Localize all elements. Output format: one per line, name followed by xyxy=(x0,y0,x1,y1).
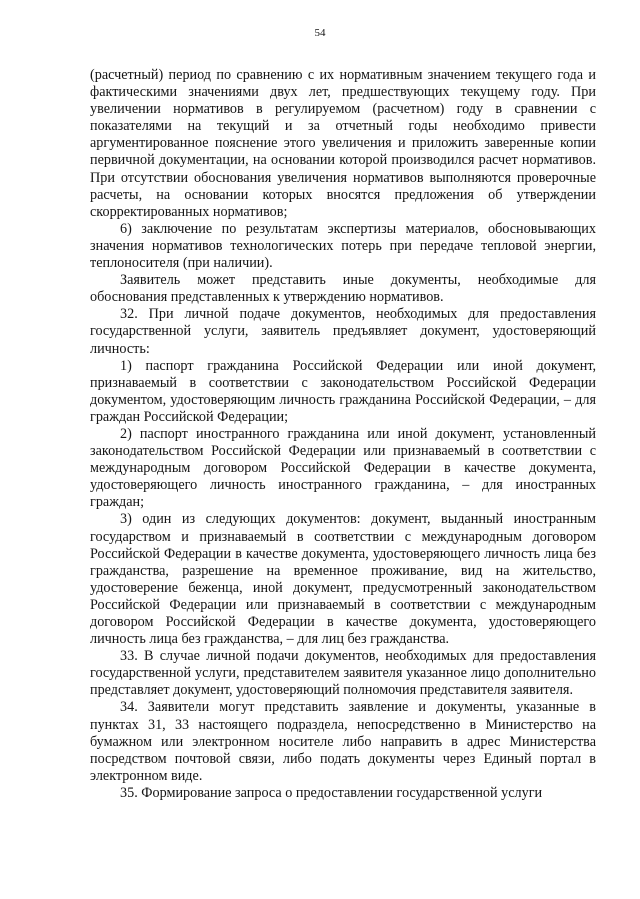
paragraph-33: 33. В случае личной подачи документов, необходимых для предоставления государственной услуги, представителем заявителя указанное лицо дополнительно представляет документ, удостоверяющий полномочия представителя заявителя. xyxy=(90,648,596,699)
paragraph-32-item-3: 3) один из следующих документов: документ, выданный иностранным государством и признаваемый в соответствии с международным договором Российской Федерации в качестве документа, удостоверяющего личность лица без гражданства, разрешение на временное проживание, вид на жительство, удостоверение беженца, иной документ, предусмотренный законодательством Российской Федерации или признаваемый в соответствии с международным договором Российской Федерации в качестве документа, удостоверяющего личность лица без гражданства, – для лиц без гражданства. xyxy=(90,511,596,648)
page-number: 54 xyxy=(314,27,326,39)
paragraph-applicant-docs: Заявитель может представить иные документы, необходимые для обоснования представленных к утверждению нормативов. xyxy=(90,272,596,306)
paragraph-continuation: (расчетный) период по сравнению с их нормативным значением текущего года и фактическими значениями двух лет, предшествующих текущему году. При увеличении нормативов в регулируемом (расчетном) году в сравнении с показателями на текущий и за отчетный годы необходимо привести аргументированное пояснение этого увеличения и приложить заверенные копии первичной документации, на основании которой производился расчет нормативов. При отсутствии обоснования увеличения нормативов выполняются проверочные расчеты, на основании которых вносятся предложения об утверждении скорректированных нормативов; xyxy=(90,67,596,220)
document-body xyxy=(90,67,596,802)
paragraph-32-item-1: 1) паспорт гражданина Российской Федерации или иной документ, признаваемый в соответствии с законодательством Российской Федерации документом, удостоверяющим личность гражданина Российской Федерации, – для граждан Российской Федерации; xyxy=(90,357,596,425)
paragraph-item-6: 6) заключение по результатам экспертизы материалов, обосновывающих значения нормативов технологических потерь при передаче тепловой энергии, теплоносителя (при наличии). xyxy=(90,220,596,272)
paragraph-35: 35. Формирование запроса о предоставлении государственной услуги xyxy=(120,784,543,801)
paragraph-32-item-2: 2) паспорт иностранного гражданина или иной документ, установленный законодательством Российской Федерации или признаваемый в соответствии с международным договором Российской Федерации в качестве документа, удостоверяющего личность иностранного гражданина, – для иностранных граждан; xyxy=(90,425,596,511)
paragraph-32: 32. При личной подаче документов, необходимых для предоставления государственной услуги, заявитель предъявляет документ, удостоверяющий личность: xyxy=(90,306,596,357)
paragraph-34: 34. Заявители могут представить заявление и документы, указанные в пунктах 31, 33 настоящего подраздела, непосредственно в Министерство на бумажном или электронном носителе либо направить в адрес Министерства посредством почтовой связи, либо подать документы через Единый портал в электронном виде. xyxy=(90,699,596,784)
